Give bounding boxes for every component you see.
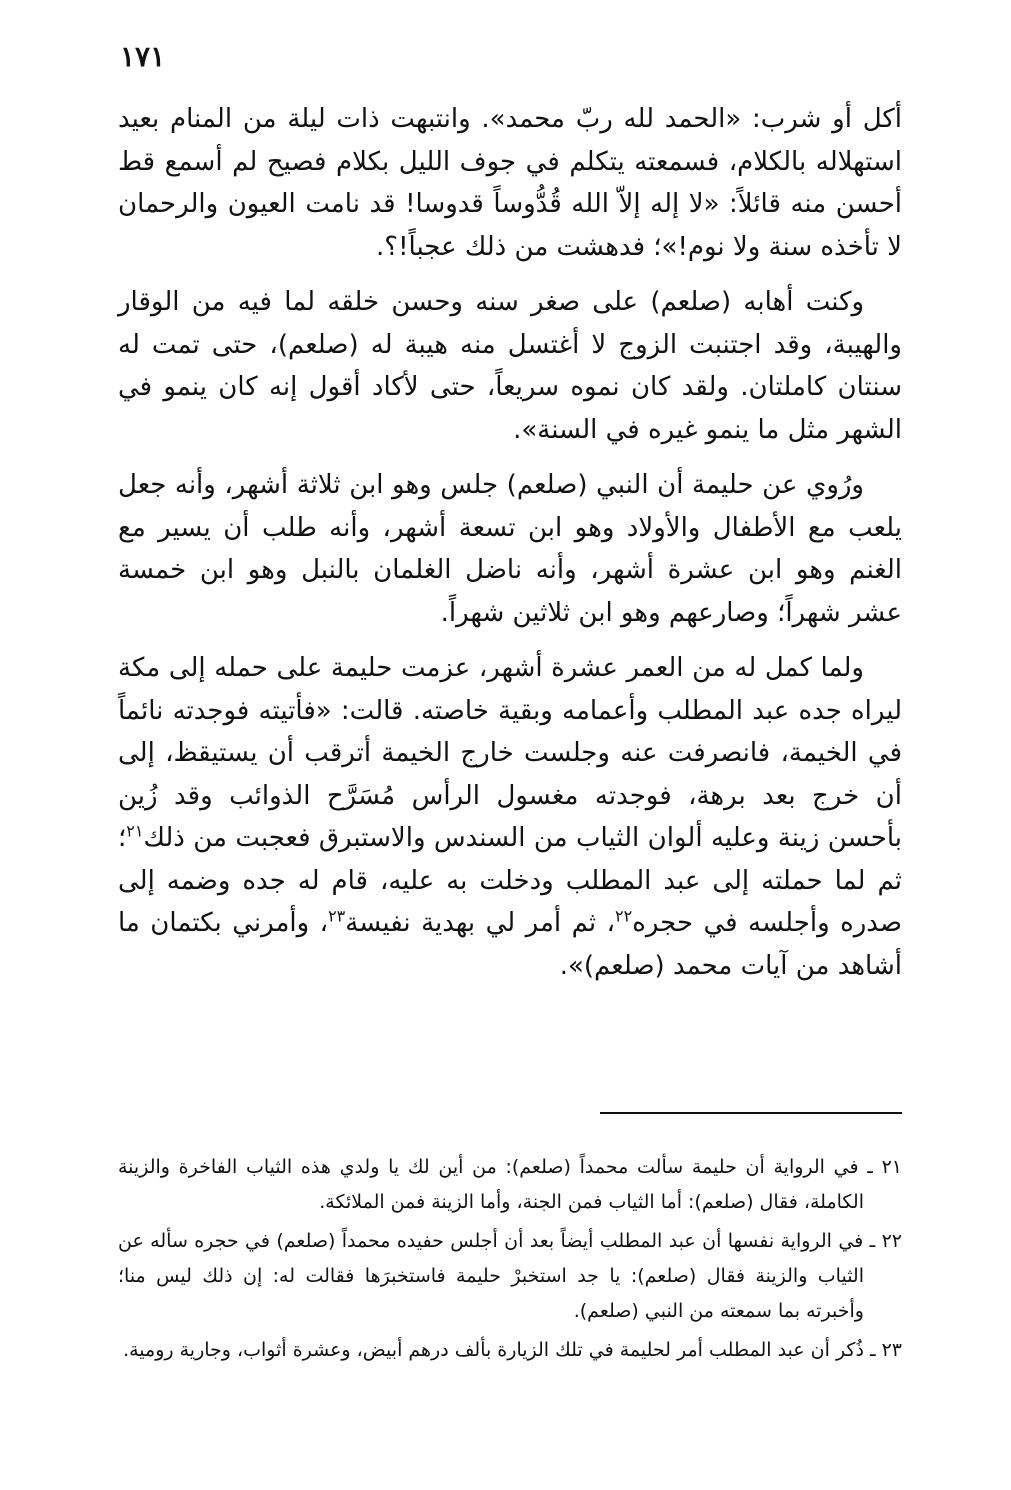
footnotes [118,1150,902,1372]
paragraph-text: ؛ ثم لما حملته إلى عبد المطلب ودخلت به عليه، قام له جده وضمه إلى صدره وأجلسه في حجره [118,823,903,938]
footnote-23: ٢٣ ـ ذُكر أن عبد المطلب أمر لحليمة في تلك الزيارة بألف درهم أبيض، وعشرة أثواب، وجارية رومية. [123,1339,902,1361]
paragraph: أكل أو شرب: «الحمد لله ربّ محمد». وانتبهت ذات ليلة من المنام بعيد استهلاله بالكلام، فسمعته يتكلم في جوف الليل بكلام فصيح لم أسمع قط أحسن منه قائلاً: «لا إله إلاّ الله قُدُّوساً قدوسا! قد نامت العيون والرحمان لا تأخذه سنة ولا نوم!»؛ فدهشت من ذلك عجباً!؟. [118,104,902,262]
paragraph [118,647,902,987]
paragraph: ورُوي عن حليمة أن النبي (صلعم) جلس وهو ابن ثلاثة أشهر، وأنه جعل يلعب مع الأطفال والأولاد وهو ابن تسعة أشهر، وأنه طلب أن يسير مع الغنم وهو ابن عشرة أشهر، وأنه ناضل الغلمان بالنبل وهو ابن خمسة عشر شهراً؛ وصارعهم وهو ابن ثلاثين شهراً. [118,470,902,628]
footnote-ref-22: ٢٢ [615,906,633,926]
paragraph: وكنت أهابه (صلعم) على صغر سنه وحسن خلقه لما فيه من الوقار والهيبة، وقد اجتنبت الزوج لا أغتسل منه هيبة له (صلعم)، حتى تمت له سنتان كاملتان. ولقد كان نموه سريعاً، حتى لأكاد أقول إنه كان ينمو في الشهر مثل ما ينمو غيره في السنة». [118,287,902,445]
footnote-22: ٢٢ ـ في الرواية نفسها أن عبد المطلب أيضاً بعد أن أجلس حفيده محمداً (صلعم) في حجره سأله عن الثياب والزينة فقال (صلعم): يا جد استخبرْ حليمة فاستخبرَها فقالت له: إن ذلك ليس منا؛ وأخبرته بما سمعته من النبي (صلعم). [118,1230,902,1322]
paragraph-text: ، ثم أمر لي بهدية نفيسة [345,908,616,938]
footnote-divider [600,1112,902,1114]
main-text [118,98,902,1000]
page-number: ١٧١ [120,40,166,73]
footnote-ref-23: ٢٣ [328,906,346,926]
paragraph-text: ولما كمل له من العمر عشرة أشهر، عزمت حليمة على حمله إلى مكة ليراه جده عبد المطلب وأعمامه وبقية خاصته. قالت: «فأتيته فوجدته نائماً في الخيمة، فانصرفت عنه وجلست خارج الخيمة أترقب أن يستيقظ، إلى أن خرج بعد برهة، فوجدته مغسول الرأس مُسَرَّح الذوائب وقد زُين بأحسن زينة وعليه ألوان الثياب من السندس والاستبرق فعجبت من ذلك [118,653,902,853]
paragraph-text: ، وأمرني بكتمان ما أشاهد من آيات محمد (صلعم)». [118,908,902,981]
footnote-ref-21: ٢١ [126,821,144,841]
footnote-21: ٢١ ـ في الرواية أن حليمة سألت محمداً (صلعم): من أين لك يا ولدي هذه الثياب الفاخرة والزينة الكاملة، فقال (صلعم): أما الثياب فمن الجنة، وأما الزينة فمن الملائكة. [118,1156,902,1213]
